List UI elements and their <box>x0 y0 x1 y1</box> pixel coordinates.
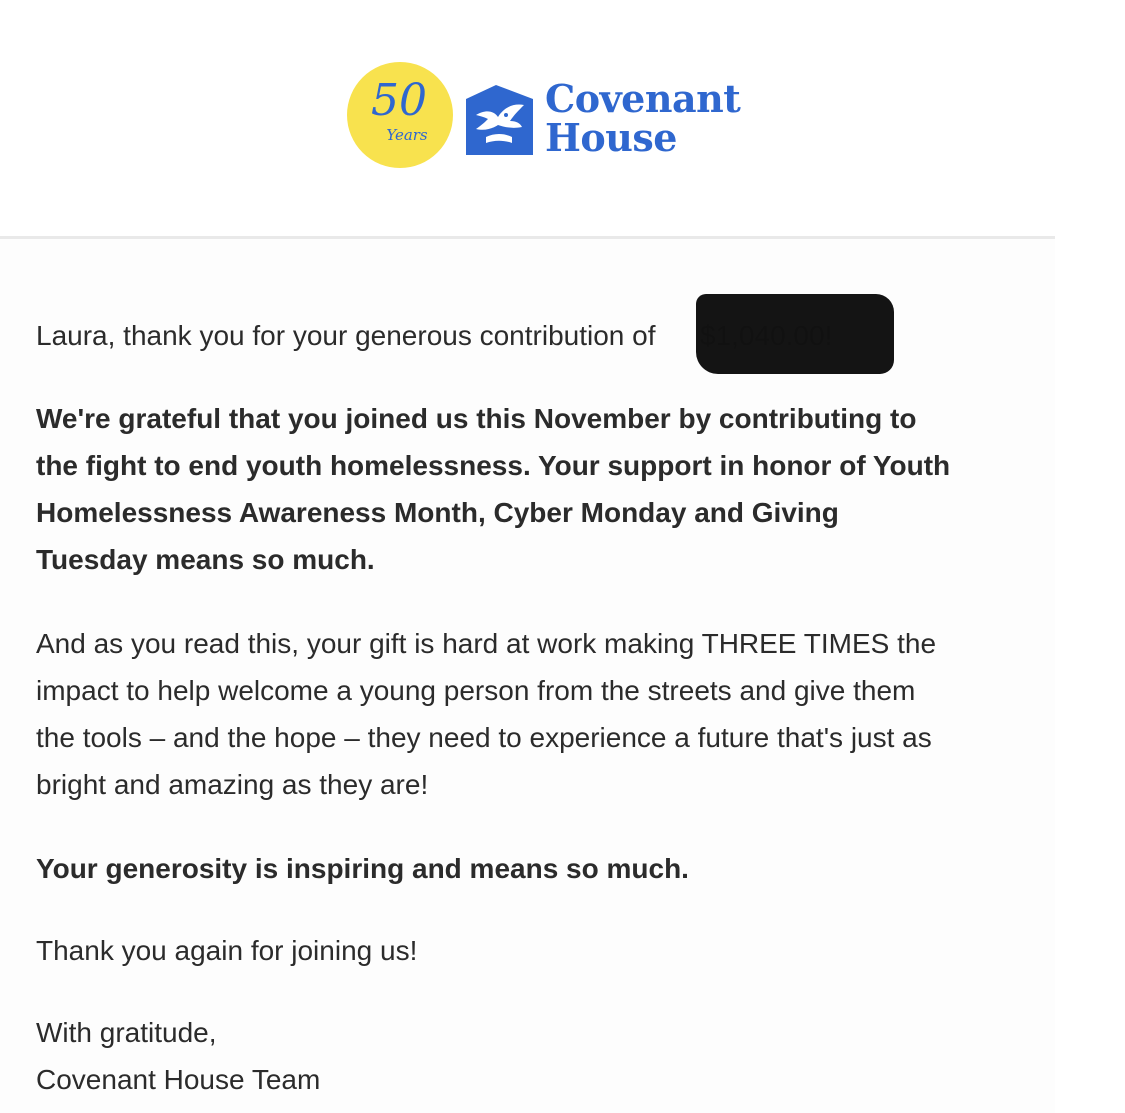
paragraph-line: impact to help welcome a young person from the streets and give them <box>36 675 916 706</box>
svg-text:Years: Years <box>386 126 428 144</box>
paragraph-line: And as you read this, your gift is hard at work making THREE TIMES the <box>36 628 937 659</box>
brand-name <box>545 76 741 160</box>
paragraph-line: the tools – and the hope – they need to experience a future that's just as <box>36 722 932 753</box>
redaction-mark <box>696 294 894 374</box>
paragraph-line: bright and amazing as they are! <box>36 769 429 800</box>
fifty-years-badge <box>347 62 453 168</box>
paragraph-line: Tuesday means so much. <box>36 544 375 575</box>
gratitude-paragraph <box>36 395 950 583</box>
greeting-line: Laura, thank you for your generous contribution of <box>36 320 656 351</box>
thanks-line: Thank you again for joining us! <box>36 935 418 966</box>
right-margin <box>1055 239 1125 1113</box>
signoff-line: With gratitude, <box>36 1017 217 1048</box>
paragraph-line: Homelessness Awareness Month, Cyber Monday and Giving <box>36 497 839 528</box>
impact-paragraph <box>36 620 936 808</box>
fifty-years-icon <box>347 62 453 168</box>
generosity-line: Your generosity is inspiring and means so much. <box>36 853 689 884</box>
svg-text:50: 50 <box>371 75 427 126</box>
signature-name: Covenant House Team <box>36 1064 321 1095</box>
dove-hands-icon <box>466 85 533 155</box>
paragraph-line: We're grateful that you joined us this November by contributing to <box>36 403 917 434</box>
email-header <box>0 0 1125 238</box>
brand-line-2: House <box>545 115 677 160</box>
brand-line-1: Covenant <box>545 76 741 121</box>
signature-block <box>36 1009 320 1103</box>
paragraph-line: the fight to end youth homelessness. Your support in honor of Youth <box>36 450 951 481</box>
